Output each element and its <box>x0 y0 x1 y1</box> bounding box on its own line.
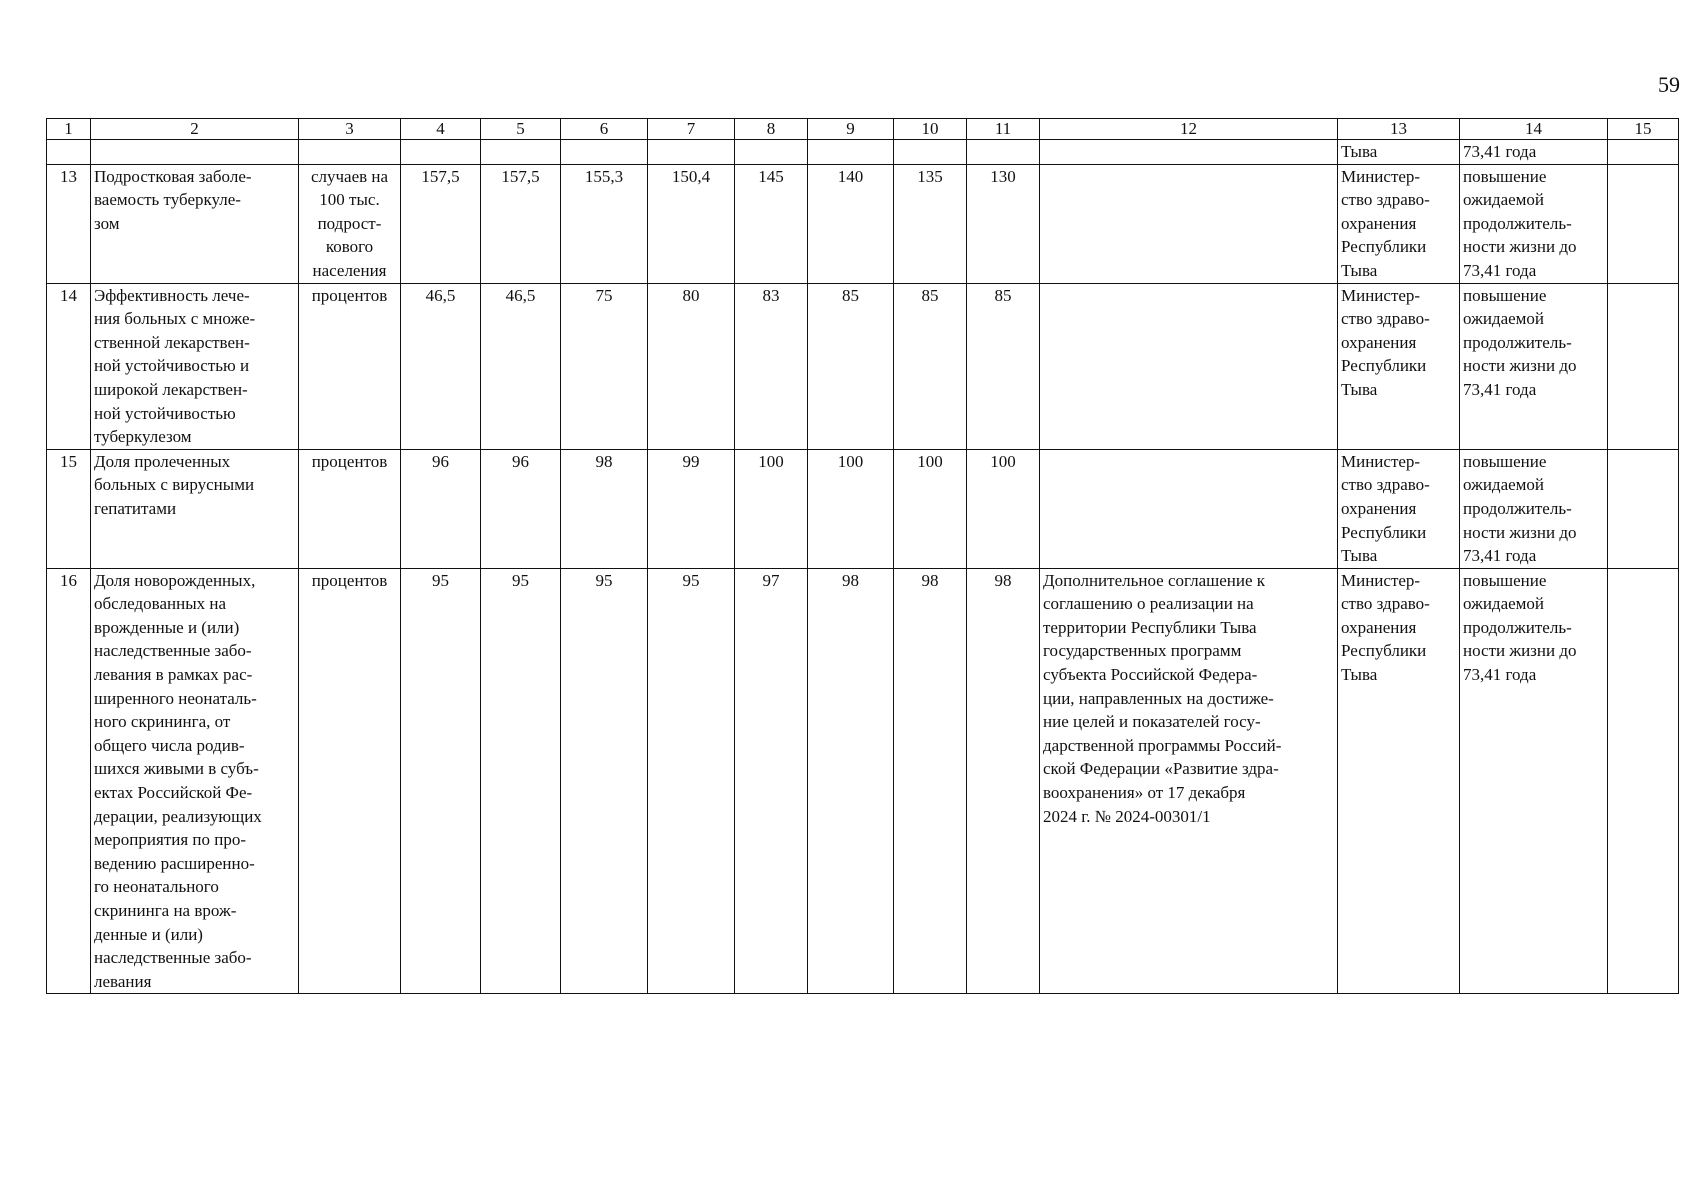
value-cell: 85 <box>894 283 967 449</box>
indicator-name-cell: Эффективность лече- ния больных с множе- ственной лекарствен- ной устойчивостью и широкой лекарствен- ной устойчивостью туберкулезом <box>91 283 299 449</box>
effect-cell: повышение ожидаемой продолжитель- ности жизни до 73,41 года <box>1460 568 1608 994</box>
value-cell: 96 <box>401 449 481 568</box>
extra-cell <box>1608 449 1679 568</box>
value-cell: 157,5 <box>481 164 561 283</box>
value-cell: 100 <box>894 449 967 568</box>
indicator-name-cell: Доля пролеченных больных с вирусными гепатитами <box>91 449 299 568</box>
value-cell: 98 <box>967 568 1040 994</box>
responsible-cell: Министер- ство здраво- охранения Республики Тыва <box>1338 283 1460 449</box>
cell <box>47 140 91 165</box>
value-cell: 75 <box>561 283 648 449</box>
cell <box>481 140 561 165</box>
extra-cell <box>1608 568 1679 994</box>
continuation-row <box>47 140 1679 165</box>
document-cell <box>1040 164 1338 283</box>
value-cell: 95 <box>481 568 561 994</box>
indicators-table <box>46 118 1679 994</box>
document-cell: Дополнительное соглашение к соглашению о реализации на территории Республики Тыва государственных программ субъекта Российской Федера- ции, направленных на достиже- ние целей и показателей госу- дарственной программы Россий- ской Федерации «Развитие здра- воохранения» от 17 декабря 2024 г. № 2024-00301/1 <box>1040 568 1338 994</box>
responsible-cell: Тыва <box>1338 140 1460 165</box>
header-cell: 8 <box>735 119 808 140</box>
header-cell: 7 <box>648 119 735 140</box>
cell <box>1040 140 1338 165</box>
cell <box>967 140 1040 165</box>
row-number-cell: 16 <box>47 568 91 994</box>
value-cell: 83 <box>735 283 808 449</box>
value-cell: 95 <box>401 568 481 994</box>
value-cell: 98 <box>894 568 967 994</box>
unit-cell: процентов <box>299 568 401 994</box>
header-cell: 2 <box>91 119 299 140</box>
document-cell <box>1040 449 1338 568</box>
value-cell: 135 <box>894 164 967 283</box>
header-cell: 12 <box>1040 119 1338 140</box>
effect-cell: повышение ожидаемой продолжитель- ности жизни до 73,41 года <box>1460 164 1608 283</box>
cell <box>561 140 648 165</box>
responsible-cell: Министер- ство здраво- охранения Республики Тыва <box>1338 449 1460 568</box>
unit-cell: процентов <box>299 449 401 568</box>
header-cell: 10 <box>894 119 967 140</box>
cell <box>808 140 894 165</box>
value-cell: 95 <box>561 568 648 994</box>
unit-cell: процентов <box>299 283 401 449</box>
header-cell: 5 <box>481 119 561 140</box>
header-cell: 9 <box>808 119 894 140</box>
header-cell: 4 <box>401 119 481 140</box>
header-cell: 14 <box>1460 119 1608 140</box>
table-row <box>47 568 1679 994</box>
header-cell: 15 <box>1608 119 1679 140</box>
header-cell: 1 <box>47 119 91 140</box>
extra-cell <box>1608 164 1679 283</box>
table-row <box>47 283 1679 449</box>
value-cell: 80 <box>648 283 735 449</box>
value-cell: 130 <box>967 164 1040 283</box>
row-number-cell: 13 <box>47 164 91 283</box>
value-cell: 157,5 <box>401 164 481 283</box>
value-cell: 95 <box>648 568 735 994</box>
header-cell: 6 <box>561 119 648 140</box>
cell <box>401 140 481 165</box>
indicator-name-cell: Доля новорожденных, обследованных на врожденные и (или) наследственные забо- левания в рамках рас- ширенного неонаталь- ного скрининга, от общего числа родив- шихся живыми в субъ- ектах Российской Фе- дерации, реализующих мероприятия по про- ведению расширенно- го неонатального скрининга на врож- денные и (или) наследственные забо- левания <box>91 568 299 994</box>
cell <box>299 140 401 165</box>
table-row <box>47 164 1679 283</box>
unit-cell: случаев на 100 тыс. подрост- кового населения <box>299 164 401 283</box>
value-cell: 155,3 <box>561 164 648 283</box>
effect-cell: 73,41 года <box>1460 140 1608 165</box>
cell <box>735 140 808 165</box>
header-cell: 11 <box>967 119 1040 140</box>
table-row <box>47 449 1679 568</box>
value-cell: 100 <box>735 449 808 568</box>
header-cell: 13 <box>1338 119 1460 140</box>
indicator-name-cell: Подростковая заболе- ваемость туберкуле- зом <box>91 164 299 283</box>
value-cell: 145 <box>735 164 808 283</box>
header-cell: 3 <box>299 119 401 140</box>
effect-cell: повышение ожидаемой продолжитель- ности жизни до 73,41 года <box>1460 449 1608 568</box>
row-number-cell: 14 <box>47 283 91 449</box>
value-cell: 98 <box>561 449 648 568</box>
value-cell: 100 <box>967 449 1040 568</box>
value-cell: 100 <box>808 449 894 568</box>
cell <box>91 140 299 165</box>
responsible-cell: Министер- ство здраво- охранения Республики Тыва <box>1338 568 1460 994</box>
value-cell: 46,5 <box>401 283 481 449</box>
value-cell: 85 <box>808 283 894 449</box>
value-cell: 150,4 <box>648 164 735 283</box>
document-cell <box>1040 283 1338 449</box>
value-cell: 85 <box>967 283 1040 449</box>
cell <box>894 140 967 165</box>
value-cell: 97 <box>735 568 808 994</box>
responsible-cell: Министер- ство здраво- охранения Республики Тыва <box>1338 164 1460 283</box>
value-cell: 140 <box>808 164 894 283</box>
page-number: 59 <box>1658 72 1680 97</box>
row-number-cell: 15 <box>47 449 91 568</box>
value-cell: 46,5 <box>481 283 561 449</box>
effect-cell: повышение ожидаемой продолжитель- ности жизни до 73,41 года <box>1460 283 1608 449</box>
extra-cell <box>1608 283 1679 449</box>
value-cell: 96 <box>481 449 561 568</box>
column-number-row <box>47 119 1679 140</box>
cell <box>648 140 735 165</box>
value-cell: 98 <box>808 568 894 994</box>
cell <box>1608 140 1679 165</box>
value-cell: 99 <box>648 449 735 568</box>
